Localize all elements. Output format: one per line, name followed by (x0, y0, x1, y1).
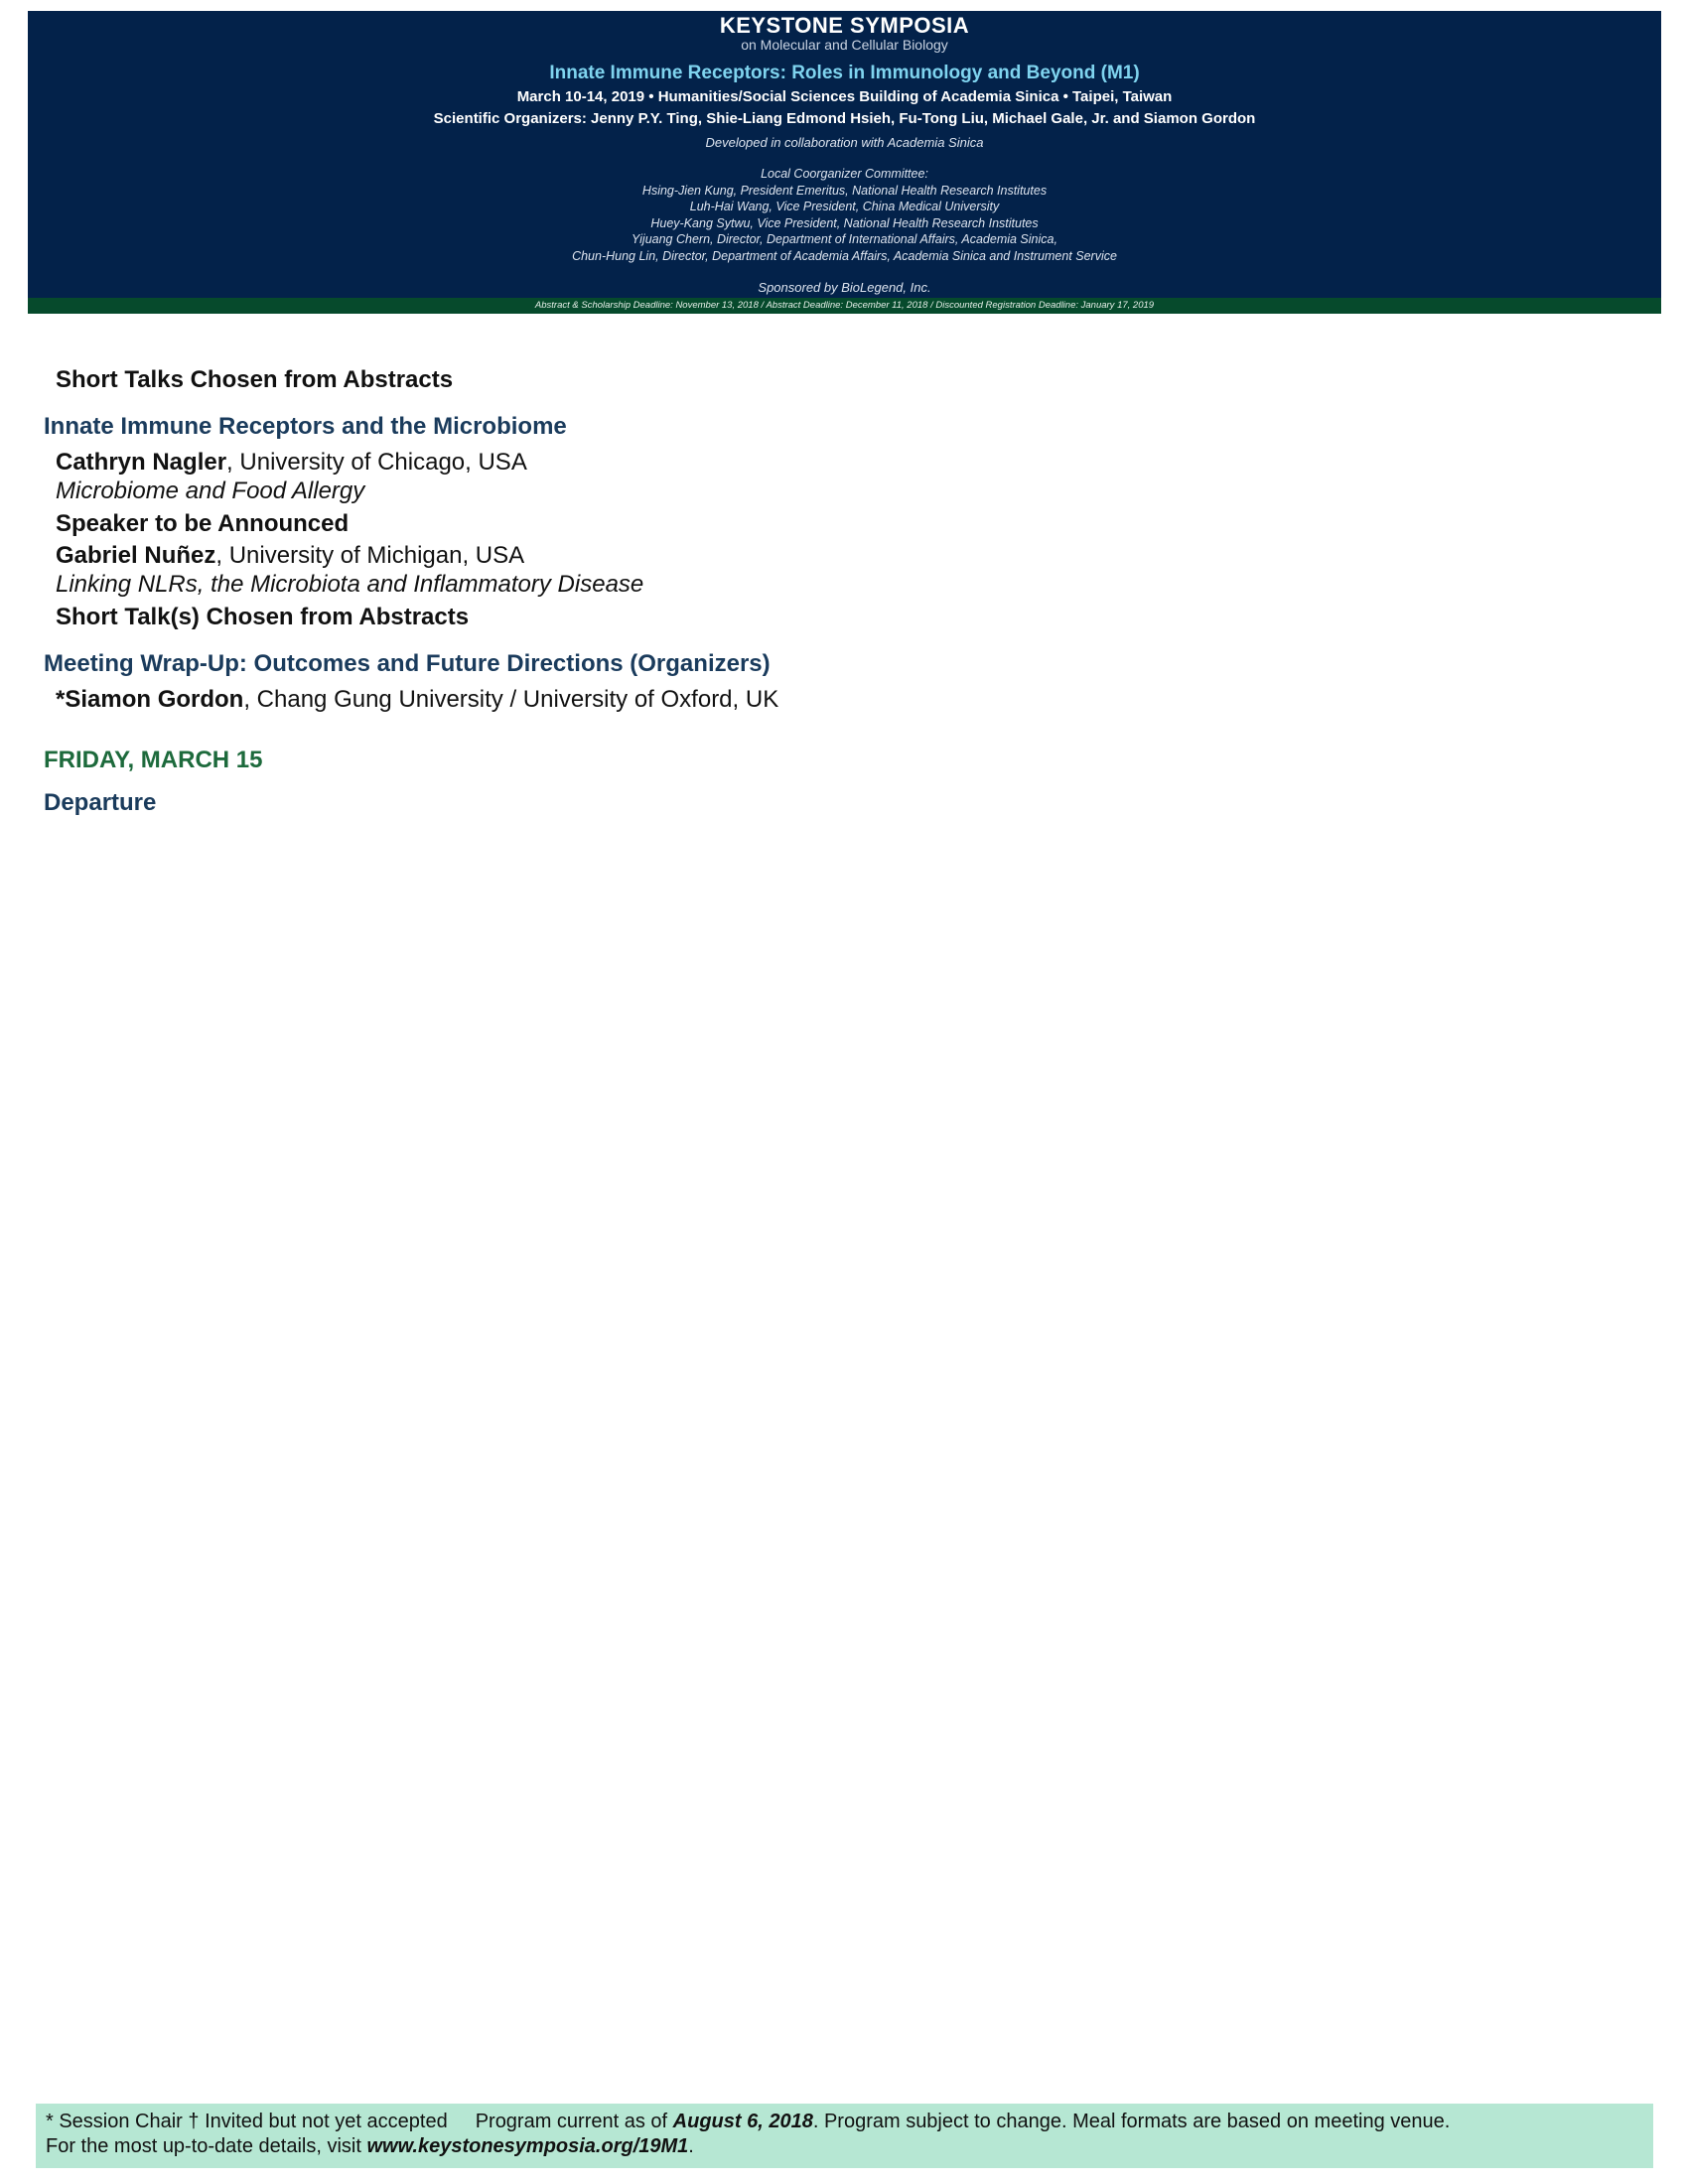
local-committee (28, 166, 1661, 264)
deadline-bar: Abstract & Scholarship Deadline: November 13, 2018 / Abstract Deadline: December 11, 2018 / Discounted Registration Deadline: January 17, 2019 (28, 298, 1661, 314)
org-subtitle: on Molecular and Cellular Biology (741, 37, 948, 53)
footer-current-suffix: . Program subject to change. Meal formats are based on meeting venue. (812, 2111, 1451, 2132)
speaker-line (56, 542, 524, 570)
short-talks-heading: Short Talks Chosen from Abstracts (56, 366, 454, 393)
footer-legend: * Session Chair † Invited but not yet accepted (46, 2111, 448, 2132)
talk-title: Linking NLRs, the Microbiota and Inflammatory Disease (56, 571, 644, 598)
committee-member: Hsing-Jien Kung, President Emeritus, National Health Research Institutes (641, 183, 1048, 198)
speaker-line (56, 686, 778, 714)
departure-heading: Departure (44, 789, 157, 816)
footer-line-2 (46, 2134, 1643, 2159)
speaker-affiliation: , University of Michigan, USA (215, 542, 525, 569)
footer-visit-suffix: . (688, 2135, 694, 2157)
speaker-line (56, 449, 527, 477)
speaker-line (56, 510, 349, 538)
footer-current-prefix: Program current as of (475, 2111, 673, 2132)
footer-visit-url[interactable]: www.keystonesymposia.org/19M1 (366, 2135, 689, 2157)
speaker-name: Gabriel Nuñez (56, 542, 216, 569)
committee-member: Yijuang Chern, Director, Department of International Affairs, Academia Sinica, (632, 232, 1057, 246)
meeting-info: March 10-14, 2019 • Humanities/Social Sciences Building of Academia Sinica • Taipei, Taiwan (516, 88, 1173, 105)
committee-member: Chun-Hung Lin, Director, Department of Academia Affairs, Academia Sinica and Instrument Service (572, 248, 1117, 263)
talk-title: Microbiome and Food Allergy (56, 478, 365, 504)
sponsor-note: Sponsored by BioLegend, Inc. (758, 280, 931, 295)
speaker-name: *Siamon Gordon (56, 686, 244, 713)
session-title: Meeting Wrap-Up: Outcomes and Future Directions (Organizers) (44, 650, 771, 677)
footer-visit-prefix: For the most up-to-date details, visit (46, 2135, 367, 2157)
org-name: KEYSTONE SYMPOSIA (719, 13, 970, 38)
committee-member: Huey-Kang Sytwu, Vice President, National Health Research Institutes (650, 215, 1039, 230)
committee-title: Local Coorganizer Committee: (761, 167, 928, 181)
footer-note (36, 2104, 1653, 2168)
speaker-name: Speaker to be Announced (56, 510, 350, 537)
meeting-title: Innate Immune Receptors: Roles in Immunology and Beyond (M1) (549, 63, 1140, 83)
footer-line-1 (46, 2110, 1643, 2134)
collaboration-note: Developed in collaboration with Academia Sinica (705, 135, 984, 150)
short-talks-heading: Short Talk(s) Chosen from Abstracts (56, 604, 470, 630)
speaker-affiliation: , Chang Gung University / University of Oxford, UK (243, 686, 779, 713)
speaker-name: Cathryn Nagler (56, 449, 227, 476)
header-banner (28, 11, 1661, 314)
speaker-affiliation: , University of Chicago, USA (226, 449, 527, 476)
session-title: Innate Immune Receptors and the Microbiome (44, 413, 567, 440)
scientific-organizers: Scientific Organizers: Jenny P.Y. Ting, Shie-Liang Edmond Hsieh, Fu-Tong Liu, Michael Gale, Jr. and Siamon Gordon (433, 110, 1256, 127)
footer-current-date: August 6, 2018 (672, 2111, 813, 2132)
committee-member: Luh-Hai Wang, Vice President, China Medical University (689, 200, 1000, 213)
day-heading: FRIDAY, MARCH 15 (44, 747, 263, 773)
